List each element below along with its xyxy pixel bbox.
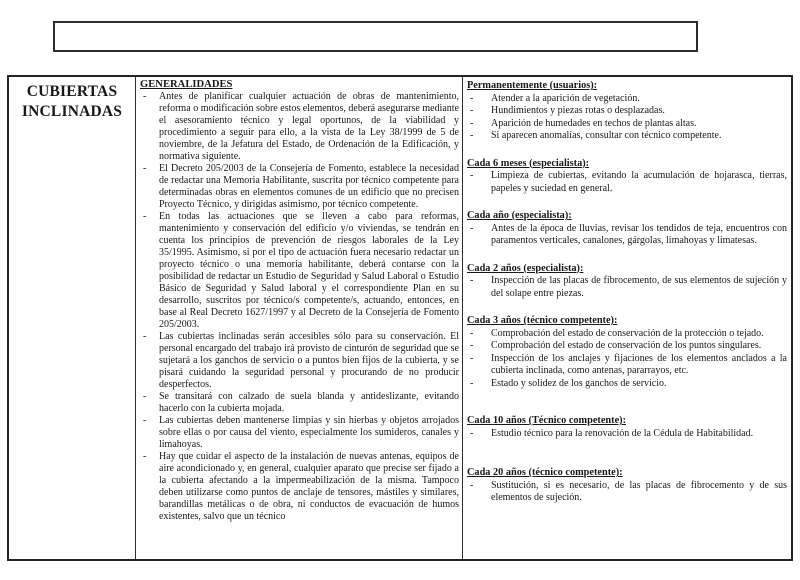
- schedule-section-title: Cada 6 meses (especialista):: [467, 157, 590, 169]
- list-item-text: Inspección de los anclajes y fijaciones de los elementos anclados a la cubierta inclinada, como antenas, pararrayos, etc.: [491, 352, 787, 376]
- list-item: [140, 451, 459, 523]
- schedule-section-3-anos: [467, 315, 787, 390]
- list-item: [140, 331, 459, 391]
- schedule-section-title: Cada 10 años (Técnico competente):: [467, 415, 627, 426]
- list-item-text: Se transitará con calzado de suela blanda y antideslizante, evitando hacerlo con la cubierta mojada.: [159, 391, 459, 414]
- schedule-section-6-meses: [467, 158, 787, 196]
- list-item: [467, 93, 787, 106]
- schedule-section-title: Cada año (especialista):: [467, 210, 572, 221]
- list-item: [467, 340, 787, 353]
- bullet-dash: -: [470, 377, 474, 389]
- list-item-text: Las cubiertas inclinadas serán accesibles sólo para su conservación. El personal encargado del trabajo irá provisto de cinturón de seguridad que se sujetará a los ganchos de servicio o a puntos bien fijos de la cubierta, y se pisará cuidando la seguridad personal y procurando de no producir desperfectos.: [159, 331, 459, 390]
- bullet-dash: -: [470, 222, 474, 234]
- schedule-section-title: Cada 20 años (técnico competente):: [467, 467, 623, 478]
- generalidades-cell: [136, 77, 463, 559]
- bullet-dash: -: [143, 331, 147, 342]
- bullet-dash: -: [470, 352, 474, 364]
- list-item: [467, 118, 787, 131]
- bullet-dash: -: [143, 391, 147, 402]
- list-item: [467, 275, 787, 300]
- empty-header-box: [53, 21, 698, 52]
- schedule-section-20-anos: [467, 467, 787, 505]
- schedule-section-cada-ano: [467, 210, 787, 248]
- list-item: [140, 391, 459, 415]
- schedule-section-title: Cada 3 años (técnico competente):: [467, 315, 618, 326]
- list-item-text: Si aparecen anomalías, consultar con técnico competente.: [491, 130, 722, 141]
- bullet-dash: -: [143, 451, 147, 462]
- list-item-text: Antes de la época de lluvias, revisar los tendidos de teja, encuentros con paramentos verticales, canalones, gárgolas, limahoyas y limatesas.: [491, 222, 787, 246]
- generalidades-heading: GENERALIDADES: [140, 79, 233, 90]
- list-item-text: Comprobación del estado de conservación de los puntos singulares.: [491, 340, 762, 351]
- element-title-line2: INCLINADAS: [21, 103, 123, 120]
- schedule-section-10-anos: [467, 415, 787, 440]
- bullet-dash: -: [470, 275, 474, 286]
- element-title-line1: CUBIERTAS: [26, 83, 118, 100]
- list-item-text: Hay que cuidar el aspecto de la instalación de nuevas antenas, equipos de aire acondicionado y, en general, cualquier aparato que precise ser fijado a la cubierta afectando a la impermeabilización de la misma. Tampoco deben utilizarse como puntos de anclaje de tensores, mástiles y similares, barandillas metálicas o de obra, ni conductos de evacuación de humos existentes, salvo que un técnico: [159, 451, 459, 522]
- bullet-dash: -: [143, 211, 147, 222]
- list-item: [467, 223, 787, 248]
- schedule-section-title: Cada 2 años (especialista):: [467, 262, 584, 274]
- schedule-section-2-anos: [467, 263, 787, 301]
- schedule-section-title: Permanentemente (usuarios):: [467, 80, 598, 91]
- list-item-text: Antes de planificar cualquier actuación de obras de mantenimiento, reforma o modificación sobre estos elementos, deberá asegurarse mediante el asesoramiento técnico y legal oportunos, de la viabilidad y procedimiento a seguir para ello, a la vista de la Ley 38/1999 de 5 de noviembre, de la Jefatura del Estado, de Ordenación de la Edificación, y normativa siguiente.: [159, 91, 459, 162]
- list-item-text: Atender a la aparición de vegetación.: [491, 92, 640, 104]
- list-item-text: En todas las actuaciones que se lleven a cabo para reformas, mantenimiento y conservación del edificio y/o viviendas, se tendrán en cuenta los principios de prevención de riesgos laborales de la Ley 35/1995. Asimismo, si por el tipo de actuación fuera necesario redactar un proyecto técnico o una memoria habilitante, deberá contarse con la posibilidad de redactar un Estudio de Seguridad y Salud Laboral o Estudio Básico de Seguridad y Salud laboral y el correspondiente Plan en su desarrollo, suscritos por técnico/s competente/s, actuando, entonces, en base al Real Decreto 1627/1997 y al Decreto de la Consejería de Fomento 205/2003.: [159, 211, 459, 330]
- list-item-text: Limpieza de cubiertas, evitando la acumulación de hojarasca, tierras, papeles y suciedad en general.: [491, 170, 787, 194]
- list-item-text: Sustitución, si es necesario, de las placas de fibrocemento y de sus elementos de sujeción.: [491, 479, 787, 503]
- list-item: [140, 163, 459, 211]
- bullet-dash: -: [470, 340, 474, 351]
- bullet-dash: -: [143, 163, 147, 174]
- bullet-dash: -: [143, 415, 147, 426]
- bullet-dash: -: [470, 427, 474, 439]
- list-item-text: Inspección de las placas de fibrocemento, de sus elementos de sujeción y del solape entre piezas.: [491, 275, 787, 299]
- list-item: [467, 130, 787, 143]
- schedule-section-permanentemente: [467, 80, 787, 143]
- list-item: [467, 353, 787, 378]
- maintenance-table: [7, 75, 793, 561]
- list-item-text: El Decreto 205/2003 de la Consejería de Fomento, establece la necesidad de redactar una Memoria Habilitante, suscrita por técnico competente para determinadas obras en elementos comunes de un edificio que no precisen Proyecto Técnico, y dirigidas asimismo, por técnico competente.: [159, 163, 459, 210]
- list-item: [467, 170, 787, 195]
- list-item: [140, 415, 459, 451]
- list-item: [467, 328, 787, 341]
- list-item: [467, 105, 787, 118]
- list-item-text: Hundimientos y piezas rotas o desplazadas.: [491, 105, 665, 116]
- list-item-text: Estado y solidez de los ganchos de servicio.: [491, 377, 667, 389]
- bullet-dash: -: [470, 105, 474, 116]
- element-title: [9, 82, 135, 122]
- element-name-cell: [9, 77, 136, 559]
- bullet-dash: -: [470, 92, 474, 104]
- list-item: [140, 211, 459, 331]
- list-item-text: Las cubiertas deben mantenerse limpias y sin hierbas y objetos arrojados sobre ellas o por causa del viento, especialmente los sumideros, canales y limahoyas.: [159, 415, 459, 450]
- bullet-dash: -: [470, 117, 474, 129]
- list-item: [140, 91, 459, 163]
- bullet-dash: -: [470, 479, 474, 491]
- list-item-text: Comprobación del estado de conservación de la protección o tejado.: [491, 327, 764, 339]
- list-item-text: Estudio técnico para la renovación de la Cédula de Habitabilidad.: [491, 427, 754, 439]
- schedule-cell: [463, 77, 791, 559]
- bullet-dash: -: [470, 130, 474, 141]
- bullet-dash: -: [470, 327, 474, 339]
- bullet-dash: -: [470, 170, 474, 181]
- list-item-text: Aparición de humedades en techos de plantas altas.: [491, 117, 697, 129]
- list-item: [467, 378, 787, 391]
- list-item: [467, 480, 787, 505]
- list-item: [467, 428, 787, 441]
- bullet-dash: -: [143, 91, 147, 102]
